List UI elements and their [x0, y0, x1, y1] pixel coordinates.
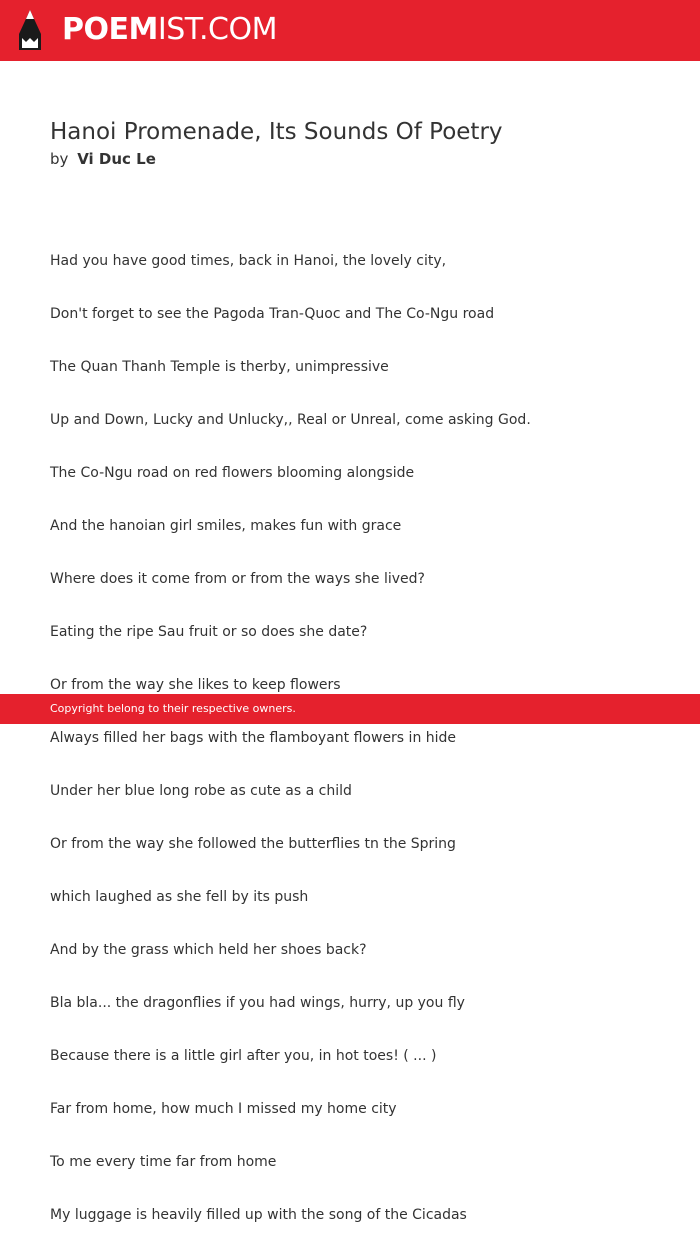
poem-line: Under her blue long robe as cute as a child [50, 783, 352, 799]
byline [50, 149, 156, 169]
poem-line: Had you have good times, back in Hanoi, the lovely city, [50, 253, 447, 269]
site-logo-text[interactable] [62, 11, 277, 49]
copyright-text: Copyright belong to their respective owners. [50, 702, 296, 715]
pencil-icon[interactable] [17, 8, 43, 52]
poem-line: The Co-Ngu road on red flowers blooming alongside [50, 465, 415, 481]
poem-line: Far from home, how much I missed my home city [50, 1101, 397, 1117]
poem-line: Up and Down, Lucky and Unlucky,, Real or Unreal, come asking God. [50, 412, 531, 428]
poem-line: Or from the way she likes to keep flowers [50, 677, 341, 693]
poem-line: Bla bla... the dragonflies if you had wings, hurry, up you fly [50, 995, 465, 1011]
poem-line: which laughed as she fell by its push [50, 889, 309, 905]
poem-line: Or from the way she followed the butterflies tn the Spring [50, 836, 456, 852]
by-label: by [50, 150, 69, 168]
poem-body [50, 219, 670, 1242]
site-footer [0, 694, 700, 724]
poem-line: Eating the ripe Sau fruit or so does she date? [50, 624, 368, 640]
poem-line: The Quan Thanh Temple is therby, unimpressive [50, 359, 389, 375]
poem-line: And the hanoian girl smiles, makes fun with grace [50, 518, 402, 534]
poem-line: Don't forget to see the Pagoda Tran-Quoc and The Co-Ngu road [50, 306, 495, 322]
poem-line: My luggage is heavily filled up with the song of the Cicadas [50, 1207, 467, 1223]
poem-line: Always filled her bags with the flamboyant flowers in hide [50, 730, 457, 746]
site-header [0, 0, 700, 61]
brand-light: IST.COM [157, 12, 277, 47]
poem-line: Where does it come from or from the ways she lived? [50, 571, 425, 587]
poem-line: Because there is a little girl after you, in hot toes! ( ... ) [50, 1048, 437, 1064]
poem-line: And by the grass which held her shoes back? [50, 942, 367, 958]
brand-bold: POEM [62, 12, 158, 47]
author-name: Vi Duc Le [77, 150, 156, 168]
poem-line: To me every time far from home [50, 1154, 277, 1170]
poem-title: Hanoi Promenade, Its Sounds Of Poetry [50, 119, 503, 145]
